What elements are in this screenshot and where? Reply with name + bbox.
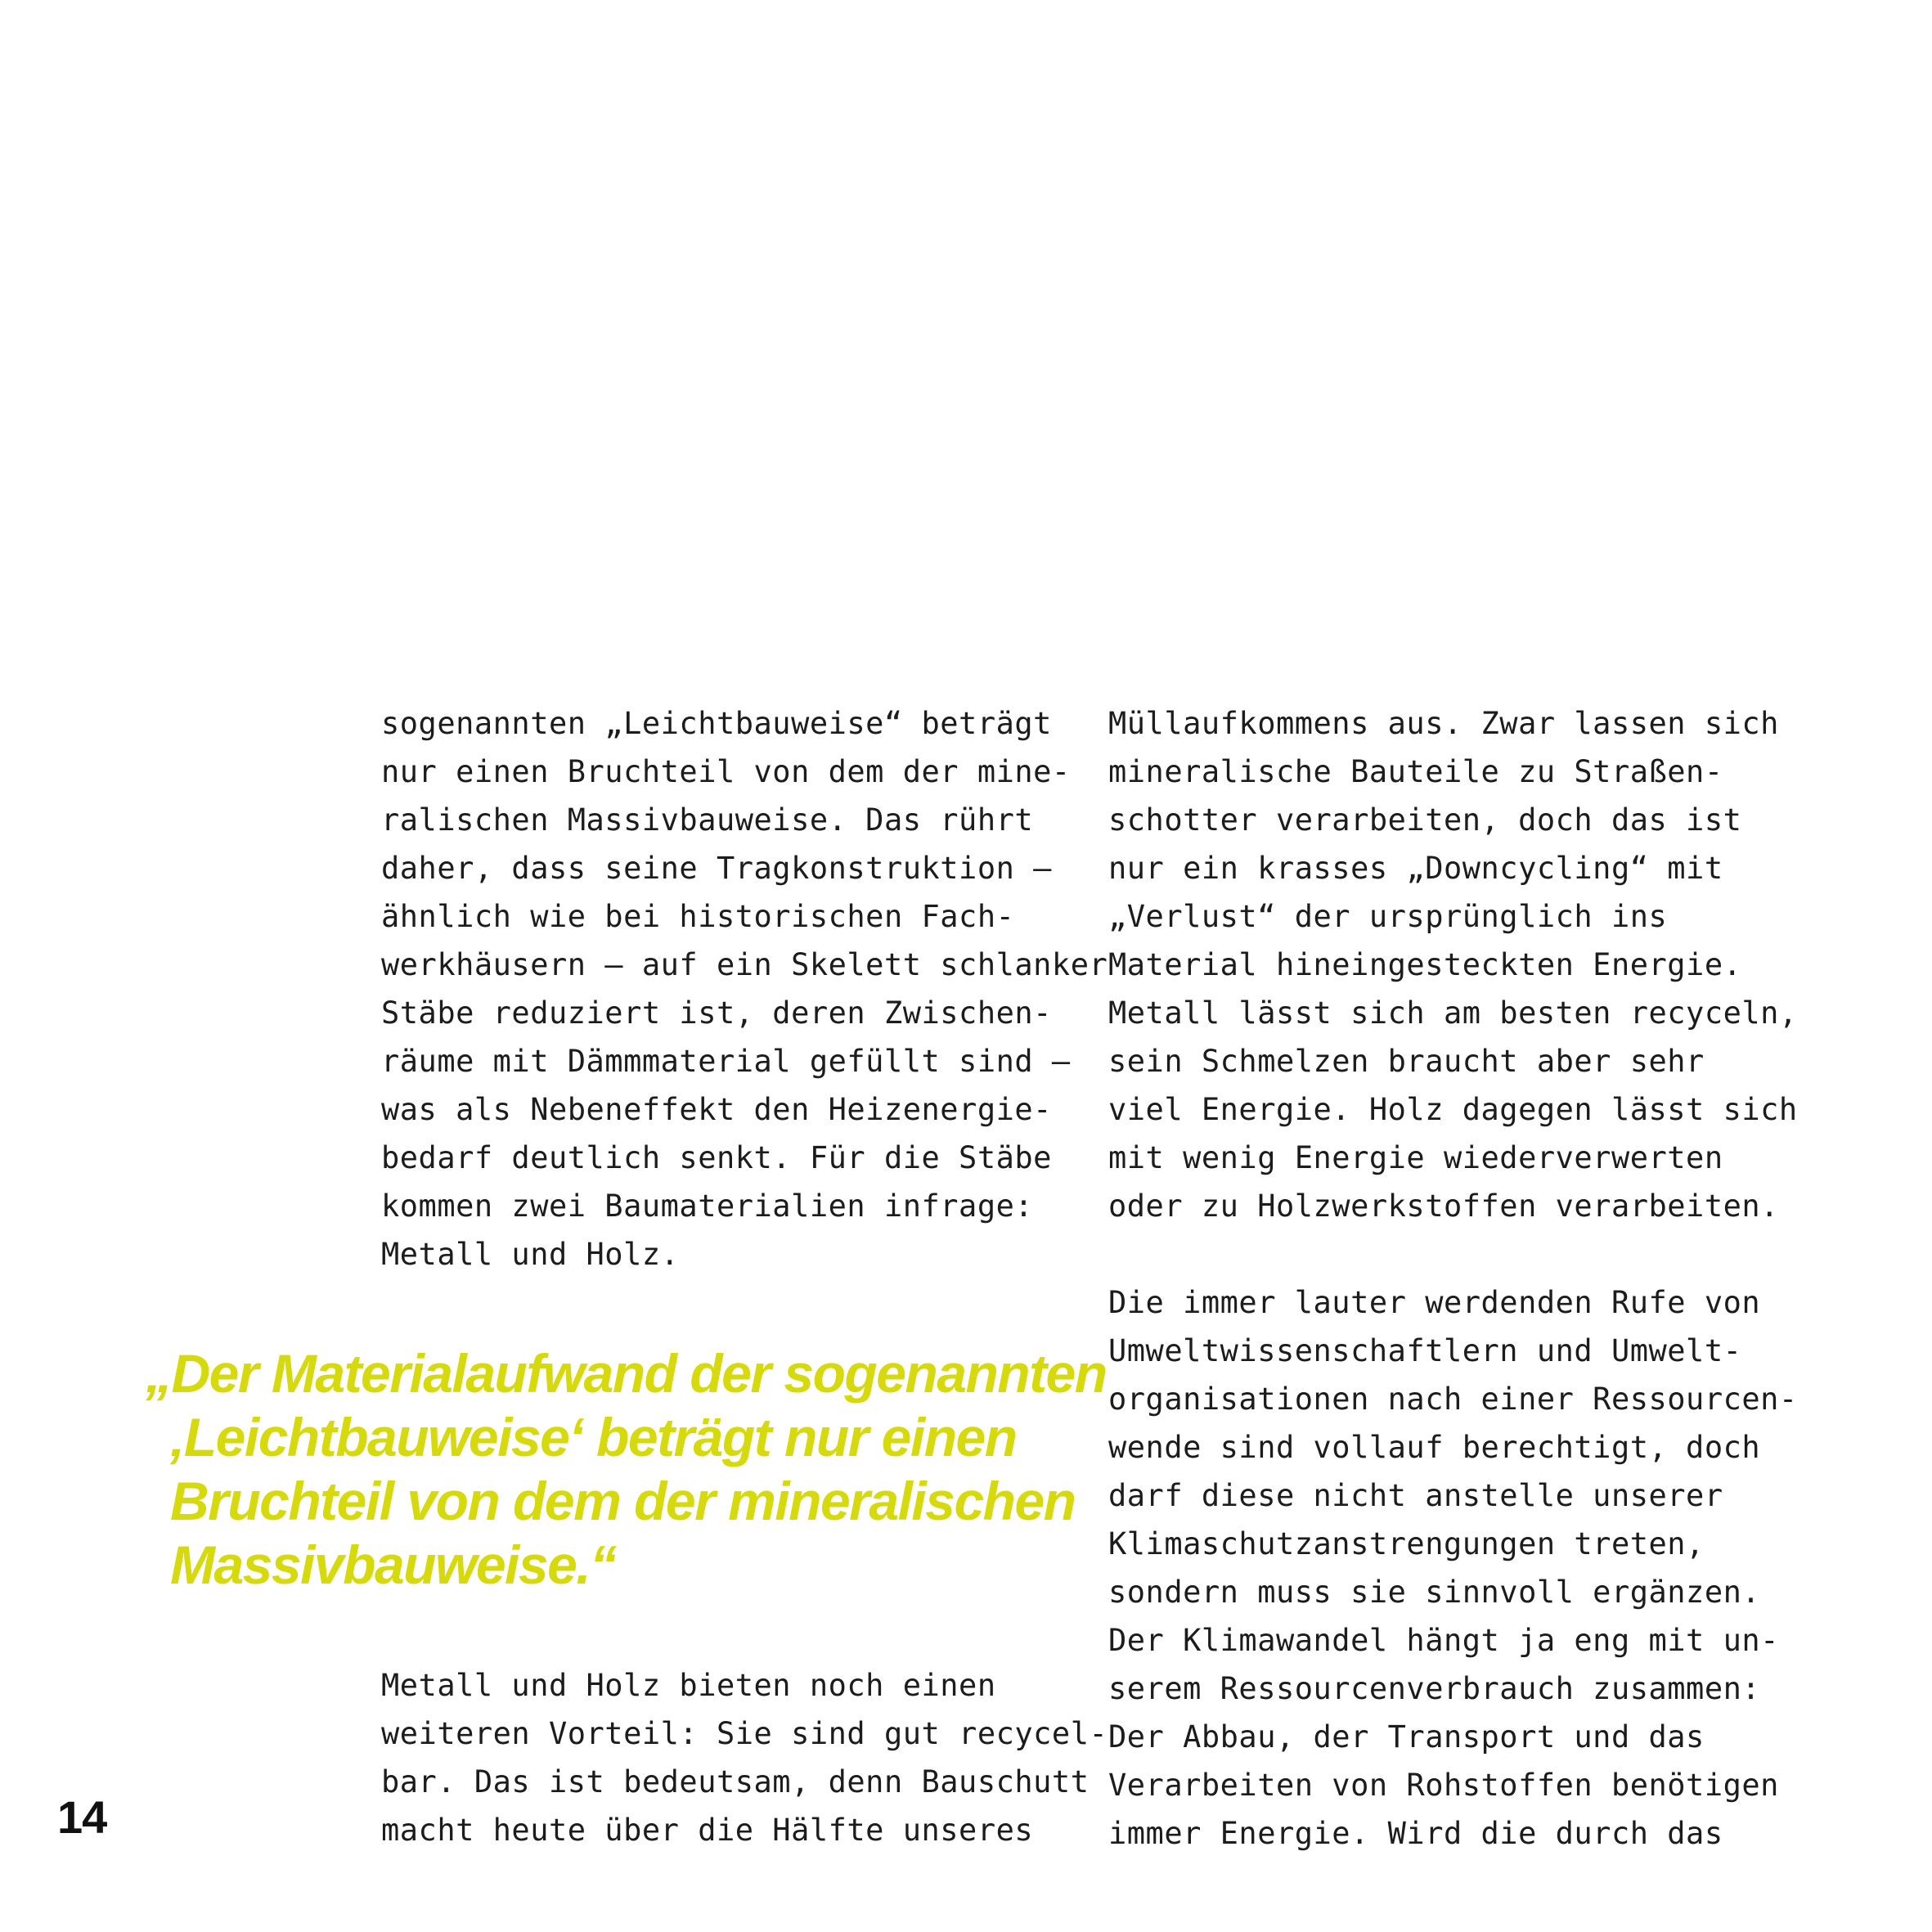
text-line: räume mit Dämmmaterial gefüllt sind –: [381, 1044, 1071, 1079]
paragraph-gap: [1108, 1230, 1798, 1278]
text-line: serem Ressourcenverbrauch zusammen:: [1108, 1671, 1761, 1706]
text-line: sein Schmelzen braucht aber sehr: [1108, 1044, 1705, 1079]
text-line: was als Nebeneffekt den Heizenergie-: [381, 1092, 1052, 1127]
pull-quote-line: Bruchteil von dem der mineralischen: [170, 1471, 1076, 1531]
text-line: Stäbe reduziert ist, deren Zwischen-: [381, 995, 1052, 1031]
text-line: immer Energie. Wird die durch das: [1108, 1816, 1723, 1851]
body-text-left-top: [381, 699, 1108, 1278]
pull-quote-line: „Der Materialaufwand der sogenannten: [146, 1343, 1107, 1404]
text-line: Der Klimawandel hängt ja eng mit un-: [1108, 1623, 1779, 1658]
pull-quote: [146, 1341, 1107, 1597]
text-line: „Verlust“ der ursprünglich ins: [1108, 899, 1668, 934]
text-line: wende sind vollauf berechtigt, doch: [1108, 1430, 1761, 1465]
text-line: Der Abbau, der Transport und das: [1108, 1719, 1705, 1755]
text-line: werkhäusern – auf ein Skelett schlanker: [381, 947, 1108, 982]
text-line: Metall und Holz bieten noch einen: [381, 1668, 996, 1703]
body-text-right: [1108, 699, 1798, 1858]
text-line: ralischen Massivbauweise. Das rührt: [381, 802, 1034, 838]
text-line: organisationen nach einer Ressourcen-: [1108, 1382, 1798, 1417]
text-line: kommen zwei Baumaterialien infrage:: [381, 1188, 1034, 1224]
pull-quote-line: Massivbauweise.“: [170, 1534, 616, 1595]
text-line: weiteren Vorteil: Sie sind gut recycel-: [381, 1716, 1108, 1751]
text-line: Klimaschutzanstrengungen treten,: [1108, 1526, 1705, 1561]
text-line: darf diese nicht anstelle unserer: [1108, 1478, 1723, 1513]
text-line: bar. Das ist bedeutsam, denn Bauschutt: [381, 1764, 1090, 1799]
text-line: ähnlich wie bei historischen Fach-: [381, 899, 1015, 934]
text-line: Verarbeiten von Rohstoffen benötigen: [1108, 1768, 1779, 1803]
body-text-left-bottom: [381, 1661, 1108, 1854]
text-line: macht heute über die Hälfte unseres: [381, 1813, 1034, 1848]
text-line: Metall lässt sich am besten recyceln,: [1108, 995, 1798, 1031]
pull-quote-line: ‚Leichtbauweise‘ beträgt nur einen: [170, 1407, 1017, 1467]
text-line: Umweltwissenschaftlern und Umwelt-: [1108, 1333, 1742, 1368]
text-line: nur einen Bruchteil von dem der mine-: [381, 754, 1071, 789]
text-line: Müllaufkommens aus. Zwar lassen sich: [1108, 706, 1779, 741]
text-line: Material hineingesteckten Energie.: [1108, 947, 1742, 982]
text-line: daher, dass seine Tragkonstruktion –: [381, 851, 1052, 886]
text-line: bedarf deutlich senkt. Für die Stäbe: [381, 1140, 1052, 1175]
text-line: Die immer lauter werdenden Rufe von: [1108, 1285, 1761, 1320]
text-line: Metall und Holz.: [381, 1237, 680, 1272]
text-line: mit wenig Energie wiederverwerten: [1108, 1140, 1723, 1175]
text-line: schotter verarbeiten, doch das ist: [1108, 802, 1742, 838]
page-number: 14: [57, 1791, 107, 1843]
text-line: sondern muss sie sinnvoll ergänzen.: [1108, 1575, 1761, 1610]
text-line: mineralische Bauteile zu Straßen-: [1108, 754, 1723, 789]
text-line: nur ein krasses „Downcycling“ mit: [1108, 851, 1723, 886]
text-line: viel Energie. Holz dagegen lässt sich: [1108, 1092, 1798, 1127]
text-line: sogenannten „Leichtbauweise“ beträgt: [381, 706, 1052, 741]
text-line: oder zu Holzwerkstoffen verarbeiten.: [1108, 1188, 1779, 1224]
